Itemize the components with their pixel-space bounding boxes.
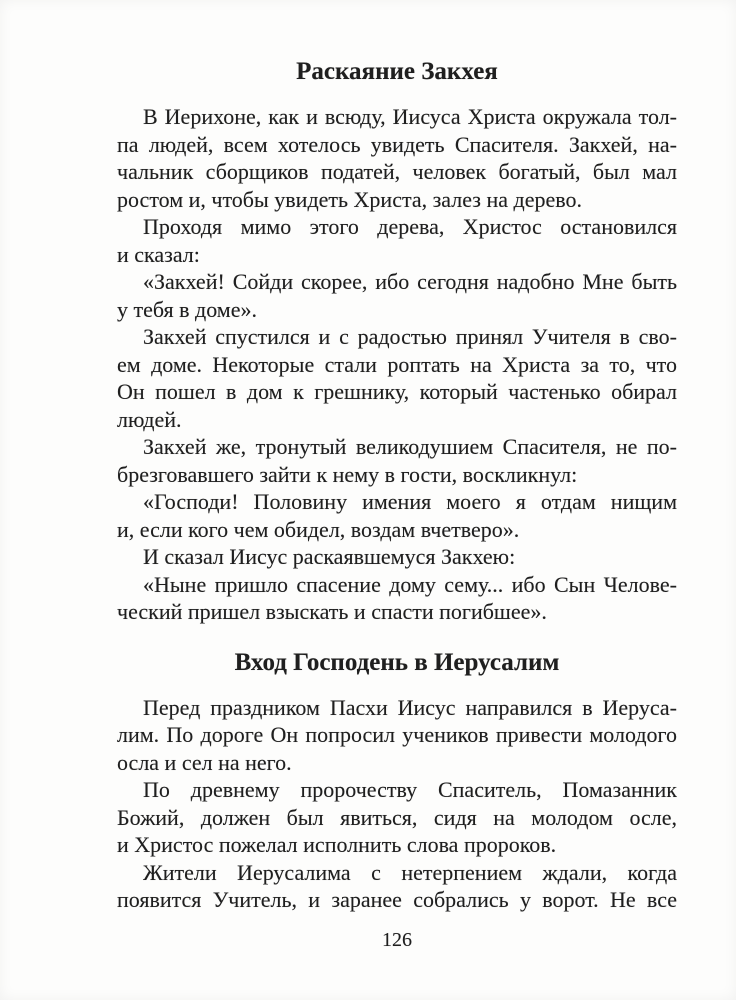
text-section: [117, 57, 677, 626]
page-number: 126: [382, 929, 412, 951]
paragraph: [117, 323, 677, 433]
text-line: лим. По дороге Он попросил учеников привести молодого: [117, 722, 677, 747]
text-line: Закхей спустился и с радостью принял Учителя в сво-: [143, 324, 677, 349]
text-line: Закхей же, тронутый великодушием Спасителя, не по-: [143, 434, 677, 459]
paragraph: [117, 694, 677, 777]
paragraph: [117, 859, 677, 914]
text-line: и, если кого чем обидел, воздам вчетверо».: [117, 516, 520, 542]
text-section: [117, 648, 677, 914]
paragraph: [117, 103, 677, 213]
text-line: Он пошел в дом к грешнику, который частенько обирал: [117, 379, 677, 404]
text-line: По древнему пророчеству Спаситель, Помазанник: [143, 777, 677, 802]
text-line: Проходя мимо этого дерева, Христос остановился: [143, 214, 677, 239]
text-line: и Христос пожелал исполнить слова пророков.: [117, 832, 557, 857]
text-line: «Закхей! Сойди скорее, ибо сегодня надобно Мне быть: [143, 269, 677, 294]
text-line: брезговавшего зайти к нему в гости, воскликнул:: [117, 461, 578, 487]
text-line: И сказал Иисус раскаявшемуся Закхею:: [143, 544, 516, 569]
paragraph: [117, 571, 677, 626]
paragraph: [117, 488, 677, 543]
text-line: ческий пришел взыскать и спасти погибшее».: [117, 599, 547, 624]
page-content: [117, 57, 677, 914]
section-title: Раскаяние Закхея: [296, 58, 498, 85]
paragraph: [117, 543, 677, 571]
text-line: па людей, всем хотелось увидеть Спасителя. Закхей, на-: [117, 131, 677, 157]
paragraph: [117, 268, 677, 323]
text-line: людей.: [117, 406, 182, 432]
text-line: «Господи! Половину имения моего я отдам нищим: [143, 489, 677, 514]
text-line: «Ныне пришло спасение дому сему... ибо Сын Челове-: [143, 571, 677, 597]
text-line: Жители Иерусалима с нетерпением ждали, когда: [143, 859, 677, 885]
section-title: Вход Господень в Иерусалим: [234, 648, 560, 676]
text-line: Божий, должен был явиться, сидя на молодом осле,: [117, 804, 677, 830]
text-line: осла и сел на него.: [117, 749, 292, 775]
text-line: у тебя в доме».: [117, 296, 257, 322]
paragraph: [117, 776, 677, 859]
text-line: появится Учитель, и заранее собрались у ворот. Не все: [117, 887, 677, 912]
text-line: В Иерихоне, как и всюду, Иисуса Христа окружала тол-: [143, 104, 677, 129]
paragraph: [117, 433, 677, 488]
text-line: ростом и, чтобы увидеть Христа, залез на дерево.: [117, 186, 582, 212]
text-line: Перед праздником Пасхи Иисус направился в Иеруса-: [143, 694, 677, 720]
text-line: чальник сборщиков податей, человек богатый, был мал: [117, 159, 677, 184]
paragraph: [117, 213, 677, 268]
text-line: ем доме. Некоторые стали роптать на Христа за то, что: [117, 351, 677, 377]
text-line: и сказал:: [117, 241, 200, 267]
